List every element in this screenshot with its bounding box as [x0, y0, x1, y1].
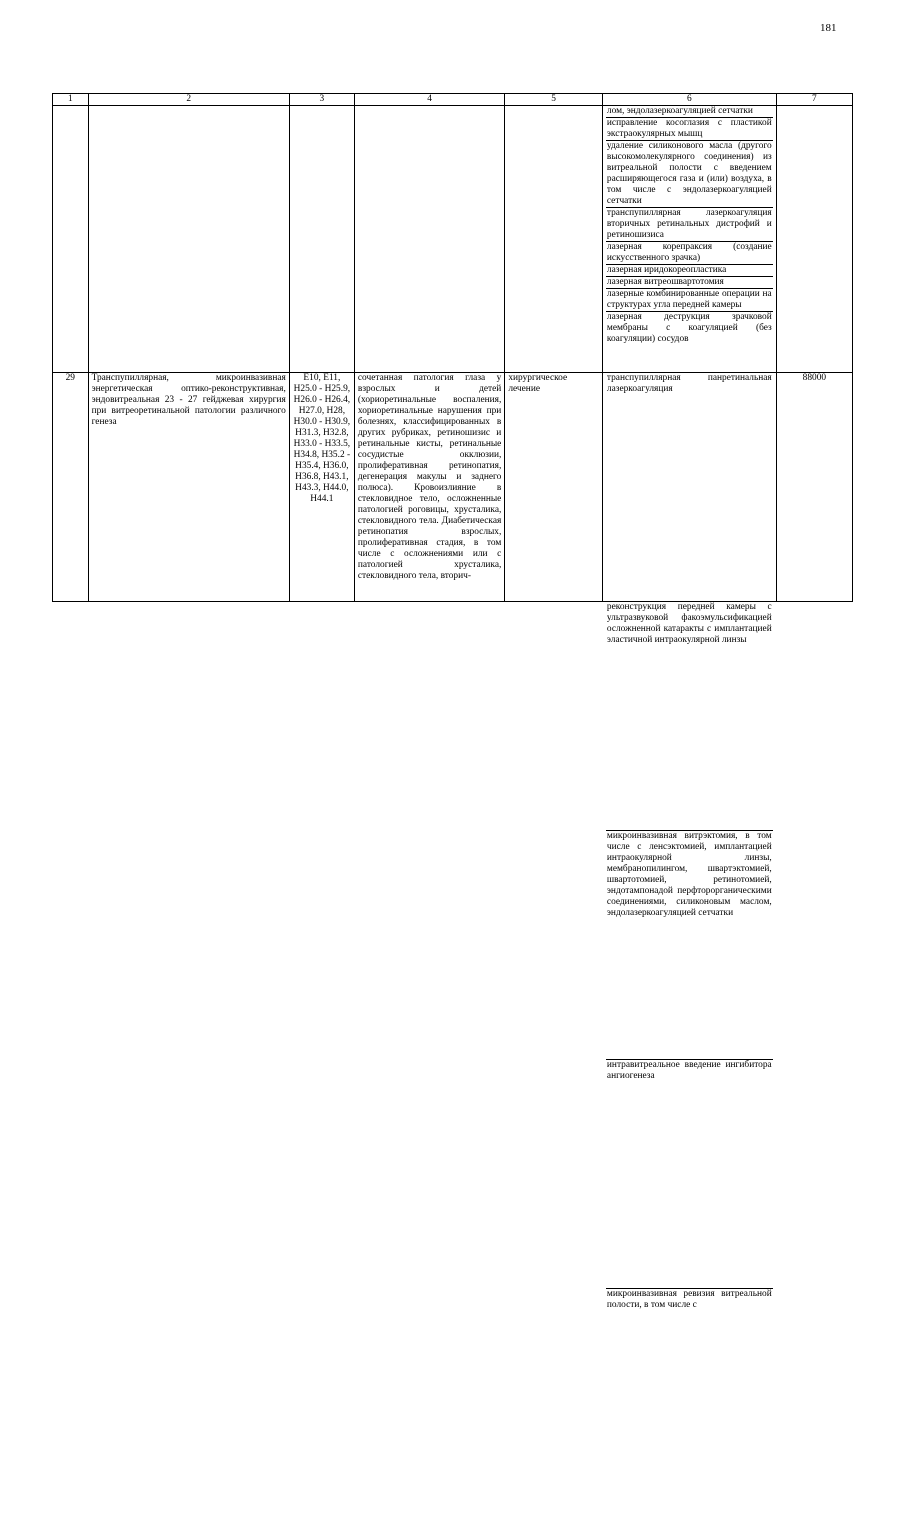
empty-cell	[354, 106, 504, 373]
page-number: 181	[820, 22, 837, 34]
empty-cell	[53, 106, 89, 373]
column-header: 6	[602, 94, 776, 106]
method-item: транспупиллярная панретинальная лазеркоагуляция	[606, 373, 773, 602]
methods-cell	[602, 373, 776, 602]
treatment-type: хирургическое лечение	[505, 373, 603, 602]
column-header: 4	[354, 94, 504, 106]
cost-value: 88000	[776, 373, 852, 602]
method-item: микроинвазивная ревизия витреальной полости, в том числе с	[606, 1289, 773, 1517]
method-item: реконструкция передней камеры с ультразвуковой факоэмульсификацией осложненной катаракты с имплантацией эластичной интраокулярной линзы	[606, 602, 773, 831]
method-item: удаление силиконового масла (другого высокомолекулярного соединения) из витреальной полости с введением расширяющегося газа и (или) воздуха, в том числе с эндолазеркоагуляцией сетчатки	[606, 141, 773, 208]
method-item: интравитреальное введение ингибитора ангиогенеза	[606, 1060, 773, 1289]
method-item: лазерные комбинированные операции на структурах угла передней камеры	[606, 289, 773, 312]
column-header: 5	[505, 94, 603, 106]
continuation-row	[53, 106, 853, 373]
icd-codes: E10, E11, H25.0 - H25.9, H26.0 - H26.4, H27.0, H28, H30.0 - H30.9, H31.3, H32.8, H33.0 - H33.5, H34.8, H35.2 - H35.4, H36.0, H36.8, H43.1, H43.3, H44.0, H44.1	[289, 373, 354, 602]
patient-model: сочетанная патология глаза у взрослых и детей (хориоретинальные воспаления, хориоретинальные нарушения при болезнях, классифицированных в других рубриках, ретиношизис и ретинальные кисты, ретинальные сосудистые окклюзии, пролиферативная ретинопатия, дегенерация макулы и заднего полюса). Кровоизлияние в стекловидное тело, осложненные патологией роговицы, хрусталика, стекловидного тела. Диабетическая ретинопатия взрослых, пролиферативная стадия, в том числе с осложнениями или с патологией хрусталика, стекловидного тела, вторич-	[354, 373, 504, 602]
method-item: исправление косоглазия с пластикой экстраокулярных мышц	[606, 118, 773, 141]
table-row-29	[53, 373, 853, 602]
empty-cell	[88, 106, 289, 373]
method-item: микроинвазивная витрэктомия, в том числе с ленсэктомией, имплантацией интраокулярной линзы, мембранопилингом, швартэктомией, швартотомией, ретинотомией, эндотампонадой перфторорганическими соединениями, силиконовым маслом, эндолазеркоагуляцией сетчатки	[606, 831, 773, 1060]
table-header-row	[53, 94, 853, 106]
methods-list	[606, 373, 773, 1517]
method-item: лазерная корепраксия (создание искусственного зрачка)	[606, 242, 773, 265]
column-header: 7	[776, 94, 852, 106]
empty-cell	[505, 106, 603, 373]
empty-cell	[289, 106, 354, 373]
methods-list	[606, 106, 773, 345]
methods-cell	[602, 106, 776, 373]
column-header: 3	[289, 94, 354, 106]
method-item: лазерная иридокореопластика	[606, 265, 773, 277]
row-number: 29	[53, 373, 89, 602]
method-item: лазерная деструкция зрачковой мембраны с коагуляцией (без коагуляции) сосудов	[606, 312, 773, 346]
column-header: 2	[88, 94, 289, 106]
services-table	[52, 93, 853, 602]
empty-cell	[776, 106, 852, 373]
method-item: транспупиллярная лазеркоагуляция вторичных ретинальных дистрофий и ретиношизиса	[606, 208, 773, 242]
method-item: лазерная витреошвартотомия	[606, 277, 773, 289]
method-item: лом, эндолазеркоагуляцией сетчатки	[606, 106, 773, 118]
service-name: Транспупиллярная, микроинвазивная энергетическая оптико-реконструктивная, эндовитреальная 23 - 27 гейджевая хирургия при витреоретинальной патологии различного генеза	[88, 373, 289, 602]
column-header: 1	[53, 94, 89, 106]
